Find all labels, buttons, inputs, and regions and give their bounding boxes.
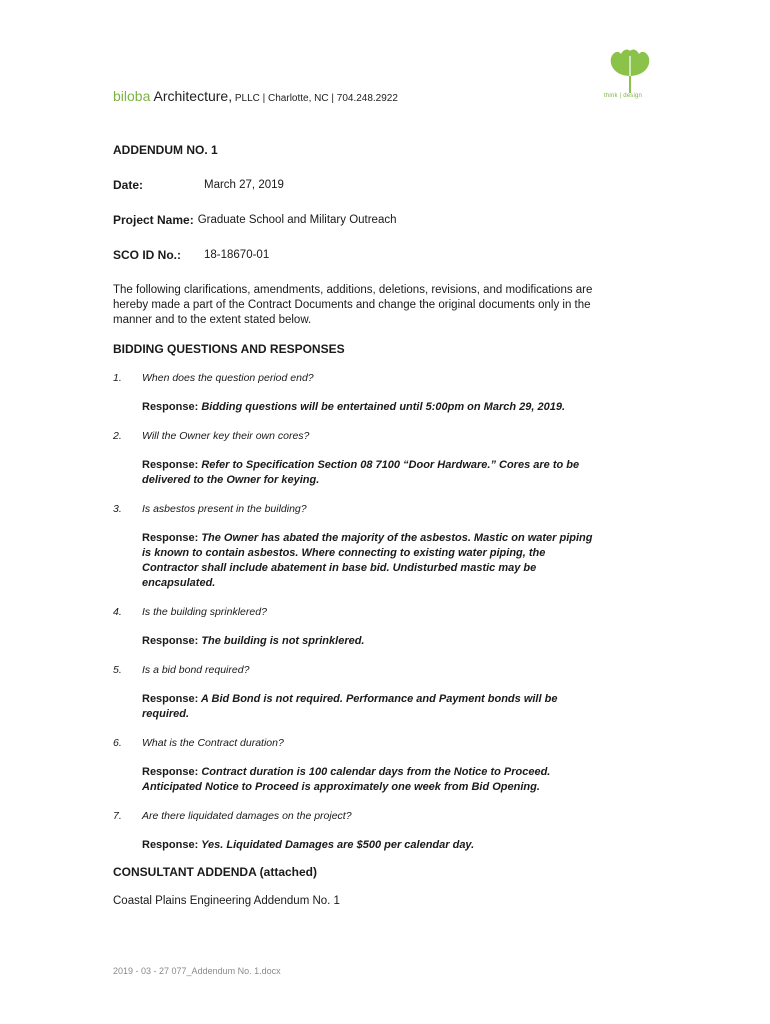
response-text: Response: The building is not sprinklered.: [142, 635, 365, 647]
sco-label: SCO ID No.:: [113, 248, 181, 262]
response-text: Response: Bidding questions will be entertained until 5:00pm on March 29, 2019.: [142, 401, 565, 413]
question-text: Is a bid bond required?: [142, 664, 250, 676]
date-row: [113, 178, 593, 193]
question-text: Will the Owner key their own cores?: [142, 430, 310, 442]
question-item: 4. Is the building sprinklered?: [113, 606, 267, 618]
question-text: What is the Contract duration?: [142, 737, 284, 749]
question-text: When does the question period end?: [142, 372, 314, 384]
question-text: Are there liquidated damages on the project?: [142, 810, 352, 822]
section-heading: BIDDING QUESTIONS AND RESPONSES: [113, 342, 345, 356]
response-text: Response: A Bid Bond is not required. Performance and Payment bonds will be required.: [142, 693, 558, 720]
document-body: [113, 143, 593, 909]
sco-value: 18-18670-01: [204, 249, 270, 261]
question-item: 7. Are there liquidated damages on the project?: [113, 810, 352, 822]
document-title: ADDENDUM NO. 1: [113, 143, 218, 157]
brand-contact: PLLC | Charlotte, NC | 704.248.2922: [232, 93, 398, 104]
footer-filename: 2019 - 03 - 27 077_Addendum No. 1.docx: [113, 966, 281, 976]
response-text: Response: Refer to Specification Section 08 7100 “Door Hardware.” Cores are to be delivered to the Owner for keying.: [142, 459, 580, 486]
response-text: Response: The Owner has abated the majority of the asbestos. Mastic on water piping is known to contain asbestos. Where connecting to existing water piping, the Contractor shall include abatement in base bid. Undisturbed mastic may be encapsulated.: [142, 532, 593, 589]
intro-paragraph: The following clarifications, amendments, additions, deletions, revisions, and modifications are hereby made a part of the Contract Documents and change the original documents only in the manner and to the extent stated below.: [113, 284, 593, 326]
logo-tagline: think | design: [604, 93, 643, 99]
question-item: 3. Is asbestos present in the building?: [113, 503, 307, 515]
letterhead: [113, 88, 398, 106]
response-text: Response: Yes. Liquidated Damages are $500 per calendar day.: [142, 839, 475, 851]
project-label: Project Name:: [113, 213, 194, 227]
sco-row: [113, 248, 593, 263]
brand-name: biloba: [113, 88, 151, 104]
brand-architecture: Architecture,: [150, 88, 233, 104]
consultant-item: Coastal Plains Engineering Addendum No. 1: [113, 895, 340, 907]
project-row: [113, 213, 593, 228]
date-value: March 27, 2019: [204, 179, 284, 191]
consultant-heading: CONSULTANT ADDENDA (attached): [113, 865, 317, 879]
date-label: Date:: [113, 178, 144, 192]
question-text: Is asbestos present in the building?: [142, 503, 307, 515]
question-item: 6. What is the Contract duration?: [113, 737, 284, 749]
response-text: Response: Contract duration is 100 calendar days from the Notice to Proceed. Anticipated Notice to Proceed is approximately one week from Bid Opening.: [142, 766, 551, 793]
question-item: 1. When does the question period end?: [113, 372, 314, 384]
question-item: 5. Is a bid bond required?: [113, 664, 250, 676]
project-value: Graduate School and Military Outreach: [197, 214, 397, 226]
question-item: 2. Will the Owner key their own cores?: [113, 430, 310, 442]
question-text: Is the building sprinklered?: [142, 606, 267, 618]
